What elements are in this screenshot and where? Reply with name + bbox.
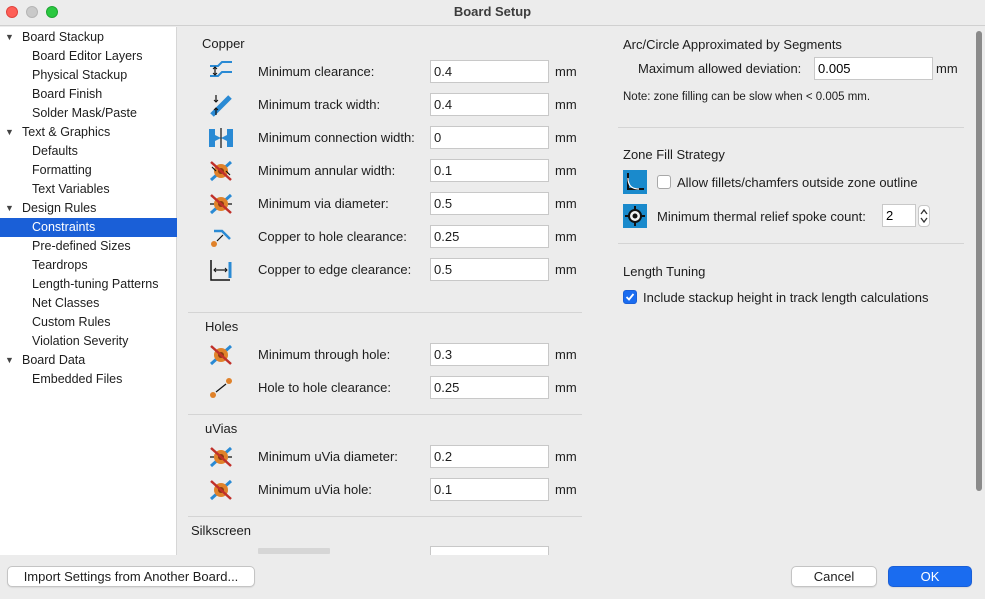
constraint-unit: mm: [555, 64, 577, 79]
chevron-down-icon[interactable]: ▼: [5, 355, 14, 365]
constraints-right-panel: [604, 27, 972, 555]
sidebar-item-board-editor-layers[interactable]: [0, 47, 177, 66]
zone-fill-note: Note: zone filling can be slow when < 0.005 mm.: [623, 91, 871, 103]
sidebar-item-length-tuning-patterns[interactable]: [0, 275, 177, 294]
constraints-panel: [178, 27, 584, 555]
allow-fillets-checkbox[interactable]: [657, 175, 671, 189]
title-bar: [0, 0, 985, 26]
constraint-row: [178, 60, 584, 84]
chevron-down-icon[interactable]: ▼: [5, 127, 14, 137]
constraint-value-input[interactable]: [430, 192, 549, 215]
uvia-diameter-icon: [208, 445, 234, 469]
spoke-count-stepper[interactable]: [918, 205, 930, 227]
section-divider: [618, 243, 964, 244]
sidebar-item-solder-mask-paste[interactable]: [0, 104, 177, 123]
length-tuning-section-title: Length Tuning: [623, 264, 706, 279]
sidebar-item-defaults[interactable]: [0, 142, 177, 161]
sidebar-item-label: Defaults: [32, 144, 78, 158]
sidebar-item-text-variables[interactable]: [0, 180, 177, 199]
sidebar-item-label: Board Data: [22, 353, 86, 367]
sidebar-item-label: Solder Mask/Paste: [32, 106, 137, 120]
copper-section-title: Copper: [202, 36, 245, 51]
sidebar-item-design-rules[interactable]: [0, 199, 177, 218]
sidebar-item-formatting[interactable]: [0, 161, 177, 180]
constraint-value-input[interactable]: [430, 93, 549, 116]
window-title: Board Setup: [453, 4, 532, 19]
constraint-label: Minimum via diameter:: [258, 196, 389, 211]
through-hole-icon: [208, 343, 234, 367]
sidebar-item-label: Text & Graphics: [22, 125, 111, 139]
edge-clearance-icon: [208, 258, 234, 282]
constraint-row: [178, 445, 584, 469]
constraint-value-input[interactable]: [430, 478, 549, 501]
import-settings-button[interactable]: Import Settings from Another Board...: [7, 566, 255, 587]
constraint-label: Minimum through hole:: [258, 347, 391, 362]
max-deviation-label: Maximum allowed deviation:: [638, 61, 802, 76]
sidebar-item-net-classes[interactable]: [0, 294, 177, 313]
sidebar-item-board-finish[interactable]: [0, 85, 177, 104]
constraint-unit: mm: [555, 262, 577, 277]
constraint-unit: mm: [555, 449, 577, 464]
sidebar-item-teardrops[interactable]: [0, 256, 177, 275]
sidebar-item-violation-severity[interactable]: [0, 332, 177, 351]
sidebar-item-label: Physical Stackup: [32, 68, 128, 82]
sidebar-item-pre-defined-sizes[interactable]: [0, 237, 177, 256]
clearance-icon: [208, 60, 234, 84]
constraint-unit: mm: [555, 97, 577, 112]
sidebar-item-label: Design Rules: [22, 201, 97, 215]
track-width-icon: [208, 93, 234, 117]
sidebar-item-physical-stackup[interactable]: [0, 66, 177, 85]
chevron-down-icon[interactable]: ▼: [5, 32, 14, 42]
sidebar-item-label: Board Stackup: [22, 30, 104, 44]
sidebar-item-constraints[interactable]: [0, 218, 177, 237]
constraint-value-input[interactable]: [430, 126, 549, 149]
constraint-row: [178, 343, 584, 367]
sidebar-item-label: Formatting: [32, 163, 92, 177]
sidebar-item-label: Pre-defined Sizes: [32, 239, 131, 253]
fillet-icon: [623, 170, 647, 194]
constraint-label: Minimum connection width:: [258, 130, 415, 145]
constraint-value-input[interactable]: [430, 258, 549, 281]
sidebar-item-label: Embedded Files: [32, 372, 123, 386]
sidebar-item-label: Constraints: [32, 220, 96, 234]
max-deviation-input[interactable]: [814, 57, 933, 80]
sidebar-item-label: Length-tuning Patterns: [32, 277, 159, 291]
constraint-unit: mm: [555, 163, 577, 178]
clipped-row-input: [430, 546, 549, 555]
constraint-unit: mm: [555, 196, 577, 211]
constraint-label: Minimum track width:: [258, 97, 381, 112]
uvias-section-title: uVias: [205, 421, 238, 436]
sidebar-item-label: Board Finish: [32, 87, 103, 101]
hole-to-hole-icon: [208, 376, 234, 400]
spoke-count-input[interactable]: [882, 204, 916, 227]
checkmark-icon: [624, 291, 636, 303]
constraint-row: [178, 258, 584, 282]
max-deviation-unit: mm: [936, 61, 958, 76]
sidebar-item-embedded-files[interactable]: [0, 370, 177, 389]
scrollbar-thumb[interactable]: [976, 31, 982, 491]
settings-tree: [0, 27, 177, 555]
constraint-value-input[interactable]: [430, 376, 549, 399]
allow-fillets-label: Allow fillets/chamfers outside zone outline: [677, 175, 918, 190]
constraint-row: [178, 478, 584, 502]
hole-clearance-icon: [208, 225, 234, 249]
constraint-row: [178, 93, 584, 117]
constraint-row: [178, 126, 584, 150]
constraint-value-input[interactable]: [430, 343, 549, 366]
constraint-label: Hole to hole clearance:: [258, 380, 391, 395]
sidebar-item-label: Net Classes: [32, 296, 100, 310]
arc-section-title: Arc/Circle Approximated by Segments: [623, 37, 842, 52]
constraint-label: Minimum annular width:: [258, 163, 396, 178]
connection-width-icon: [208, 126, 234, 150]
zone-fill-section-title: Zone Fill Strategy: [623, 147, 725, 162]
constraint-row: [178, 192, 584, 216]
sidebar-item-label: Custom Rules: [32, 315, 111, 329]
include-stackup-checkbox[interactable]: [623, 290, 637, 304]
uvia-hole-icon: [208, 478, 234, 502]
constraint-label: Minimum uVia hole:: [258, 482, 372, 497]
constraint-label: Minimum uVia diameter:: [258, 449, 398, 464]
sidebar-item-label: Violation Severity: [32, 334, 129, 348]
sidebar-item-label: Teardrops: [32, 258, 88, 272]
sidebar-item-text-graphics[interactable]: [0, 123, 177, 142]
constraint-label: Minimum clearance:: [258, 64, 375, 79]
thermal-spoke-icon: [623, 204, 647, 228]
sidebar-item-label: Board Editor Layers: [32, 49, 143, 63]
via-diameter-icon: [208, 192, 234, 216]
silkscreen-section-title: Silkscreen: [191, 523, 251, 538]
section-divider: [618, 127, 964, 128]
chevron-down-icon[interactable]: ▼: [5, 203, 14, 213]
constraint-unit: mm: [555, 347, 577, 362]
cancel-button[interactable]: Cancel: [791, 566, 877, 587]
vertical-scrollbar[interactable]: [973, 27, 985, 555]
section-divider: [188, 312, 582, 313]
constraint-value-input[interactable]: [430, 445, 549, 468]
section-divider: [188, 516, 582, 517]
include-stackup-label: Include stackup height in track length calculations: [643, 290, 929, 305]
annular-width-icon: [208, 159, 234, 183]
sidebar-item-board-stackup[interactable]: [0, 28, 177, 47]
dialog-button-bar: [0, 555, 985, 599]
constraint-value-input[interactable]: [430, 225, 549, 248]
constraint-unit: mm: [555, 380, 577, 395]
clipped-row-label: [258, 548, 330, 554]
section-divider: [188, 414, 582, 415]
constraint-label: Copper to edge clearance:: [258, 262, 412, 277]
sidebar-item-label: Text Variables: [32, 182, 110, 196]
constraint-value-input[interactable]: [430, 159, 549, 182]
constraint-unit: mm: [555, 130, 577, 145]
spoke-count-label: Minimum thermal relief spoke count:: [657, 209, 866, 224]
constraint-value-input[interactable]: [430, 60, 549, 83]
holes-section-title: Holes: [205, 319, 239, 334]
ok-button[interactable]: OK: [888, 566, 972, 587]
constraint-unit: mm: [555, 482, 577, 497]
sidebar-item-board-data[interactable]: [0, 351, 177, 370]
constraint-label: Copper to hole clearance:: [258, 229, 407, 244]
constraint-unit: mm: [555, 229, 577, 244]
constraint-row: [178, 159, 584, 183]
sidebar-item-custom-rules[interactable]: [0, 313, 177, 332]
constraint-row: [178, 376, 584, 400]
constraint-row: [178, 225, 584, 249]
